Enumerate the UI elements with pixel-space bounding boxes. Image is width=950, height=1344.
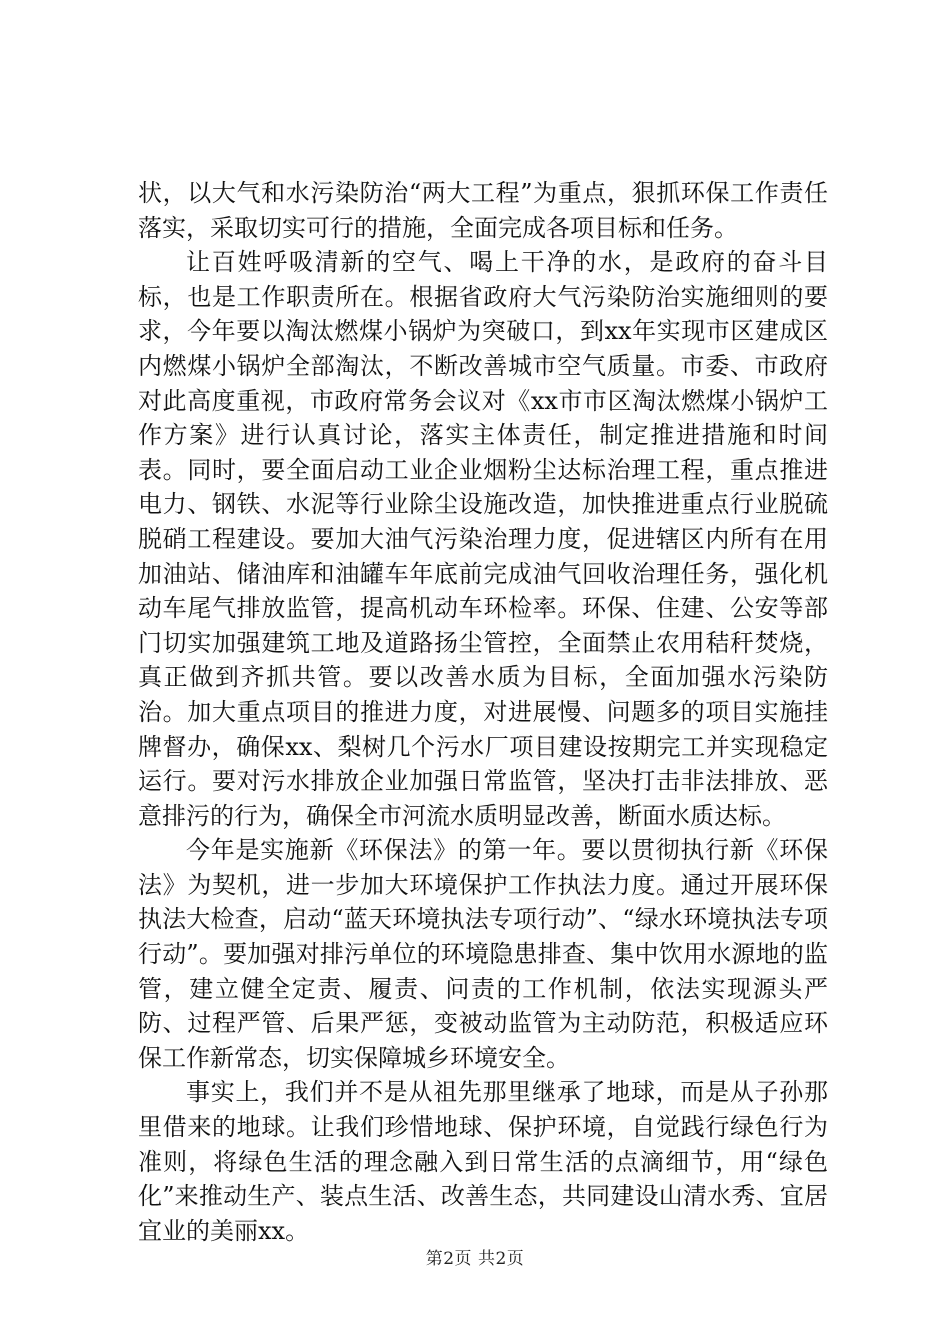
paragraph-1: 状，以大气和水污染防治“两大工程”为重点，狠抓环保工作责任落实，采取切实可行的措施，全面完成各项目标和任务。 — [138, 179, 828, 242]
document-body — [138, 176, 828, 1248]
paragraph-4: 事实上，我们并不是从祖先那里继承了地球，而是从子孙那里借来的地球。让我们珍惜地球、保护环境，自觉践行绿色行为准则，将绿色生活的理念融入到日常生活的点滴细节，用“绿色化”来推动生产、装点生活、改善生态，共同建设山清水秀、宜居宜业的美丽xx。 — [138, 1078, 828, 1245]
paragraph-2: 让百姓呼吸清新的空气、喝上干净的水，是政府的奋斗目标，也是工作职责所在。根据省政府大气污染防治实施细则的要求，今年要以淘汰燃煤小锅炉为突破口，到xx年实现市区建成区内燃煤小锅炉全部淘汰，不断改善城市空气质量。市委、市政府对此高度重视，市政府常务会议对《xx市市区淘汰燃煤小锅炉工作方案》进行认真讨论，落实主体责任，制定推进措施和时间表。同时，要全面启动工业企业烟粉尘达标治理工程，重点推进电力、钢铁、水泥等行业除尘设施改造，加快推进重点行业脱硫脱硝工程建设。要加大油气污染治理力度，促进辖区内所有在用加油站、储油库和油罐车年底前完成油气回收治理任务，强化机动车尾气排放监管，提高机动车环检率。环保、住建、公安等部门切实加强建筑工地及道路扬尘管控，全面禁止农用秸秆焚烧，真正做到齐抓共管。要以改善水质为目标，全面加强水污染防治。加大重点项目的推进力度，对进展慢、问题多的项目实施挂牌督办，确保xx、梨树几个污水厂项目建设按期完工并实现稳定运行。要对污水排放企业加强日常监管，坚决打击非法排放、恶意排污的行为，确保全市河流水质明显改善，断面水质达标。 — [138, 248, 828, 830]
page-number-footer: 第2页 共2页 — [425, 1249, 525, 1269]
paragraph-3: 今年是实施新《环保法》的第一年。要以贯彻执行新《环保法》为契机，进一步加大环境保护工作执法力度。通过开展环保执法大检查，启动“蓝天环境执法专项行动”、“绿水环境执法专项行动”。要加强对排污单位的环境隐患排查、集中饮用水源地的监管，建立健全定责、履责、问责的工作机制，依法实现源头严防、过程严管、后果严惩，变被动监管为主动防范，积极适应环保工作新常态，切实保障城乡环境安全。 — [138, 836, 828, 1072]
